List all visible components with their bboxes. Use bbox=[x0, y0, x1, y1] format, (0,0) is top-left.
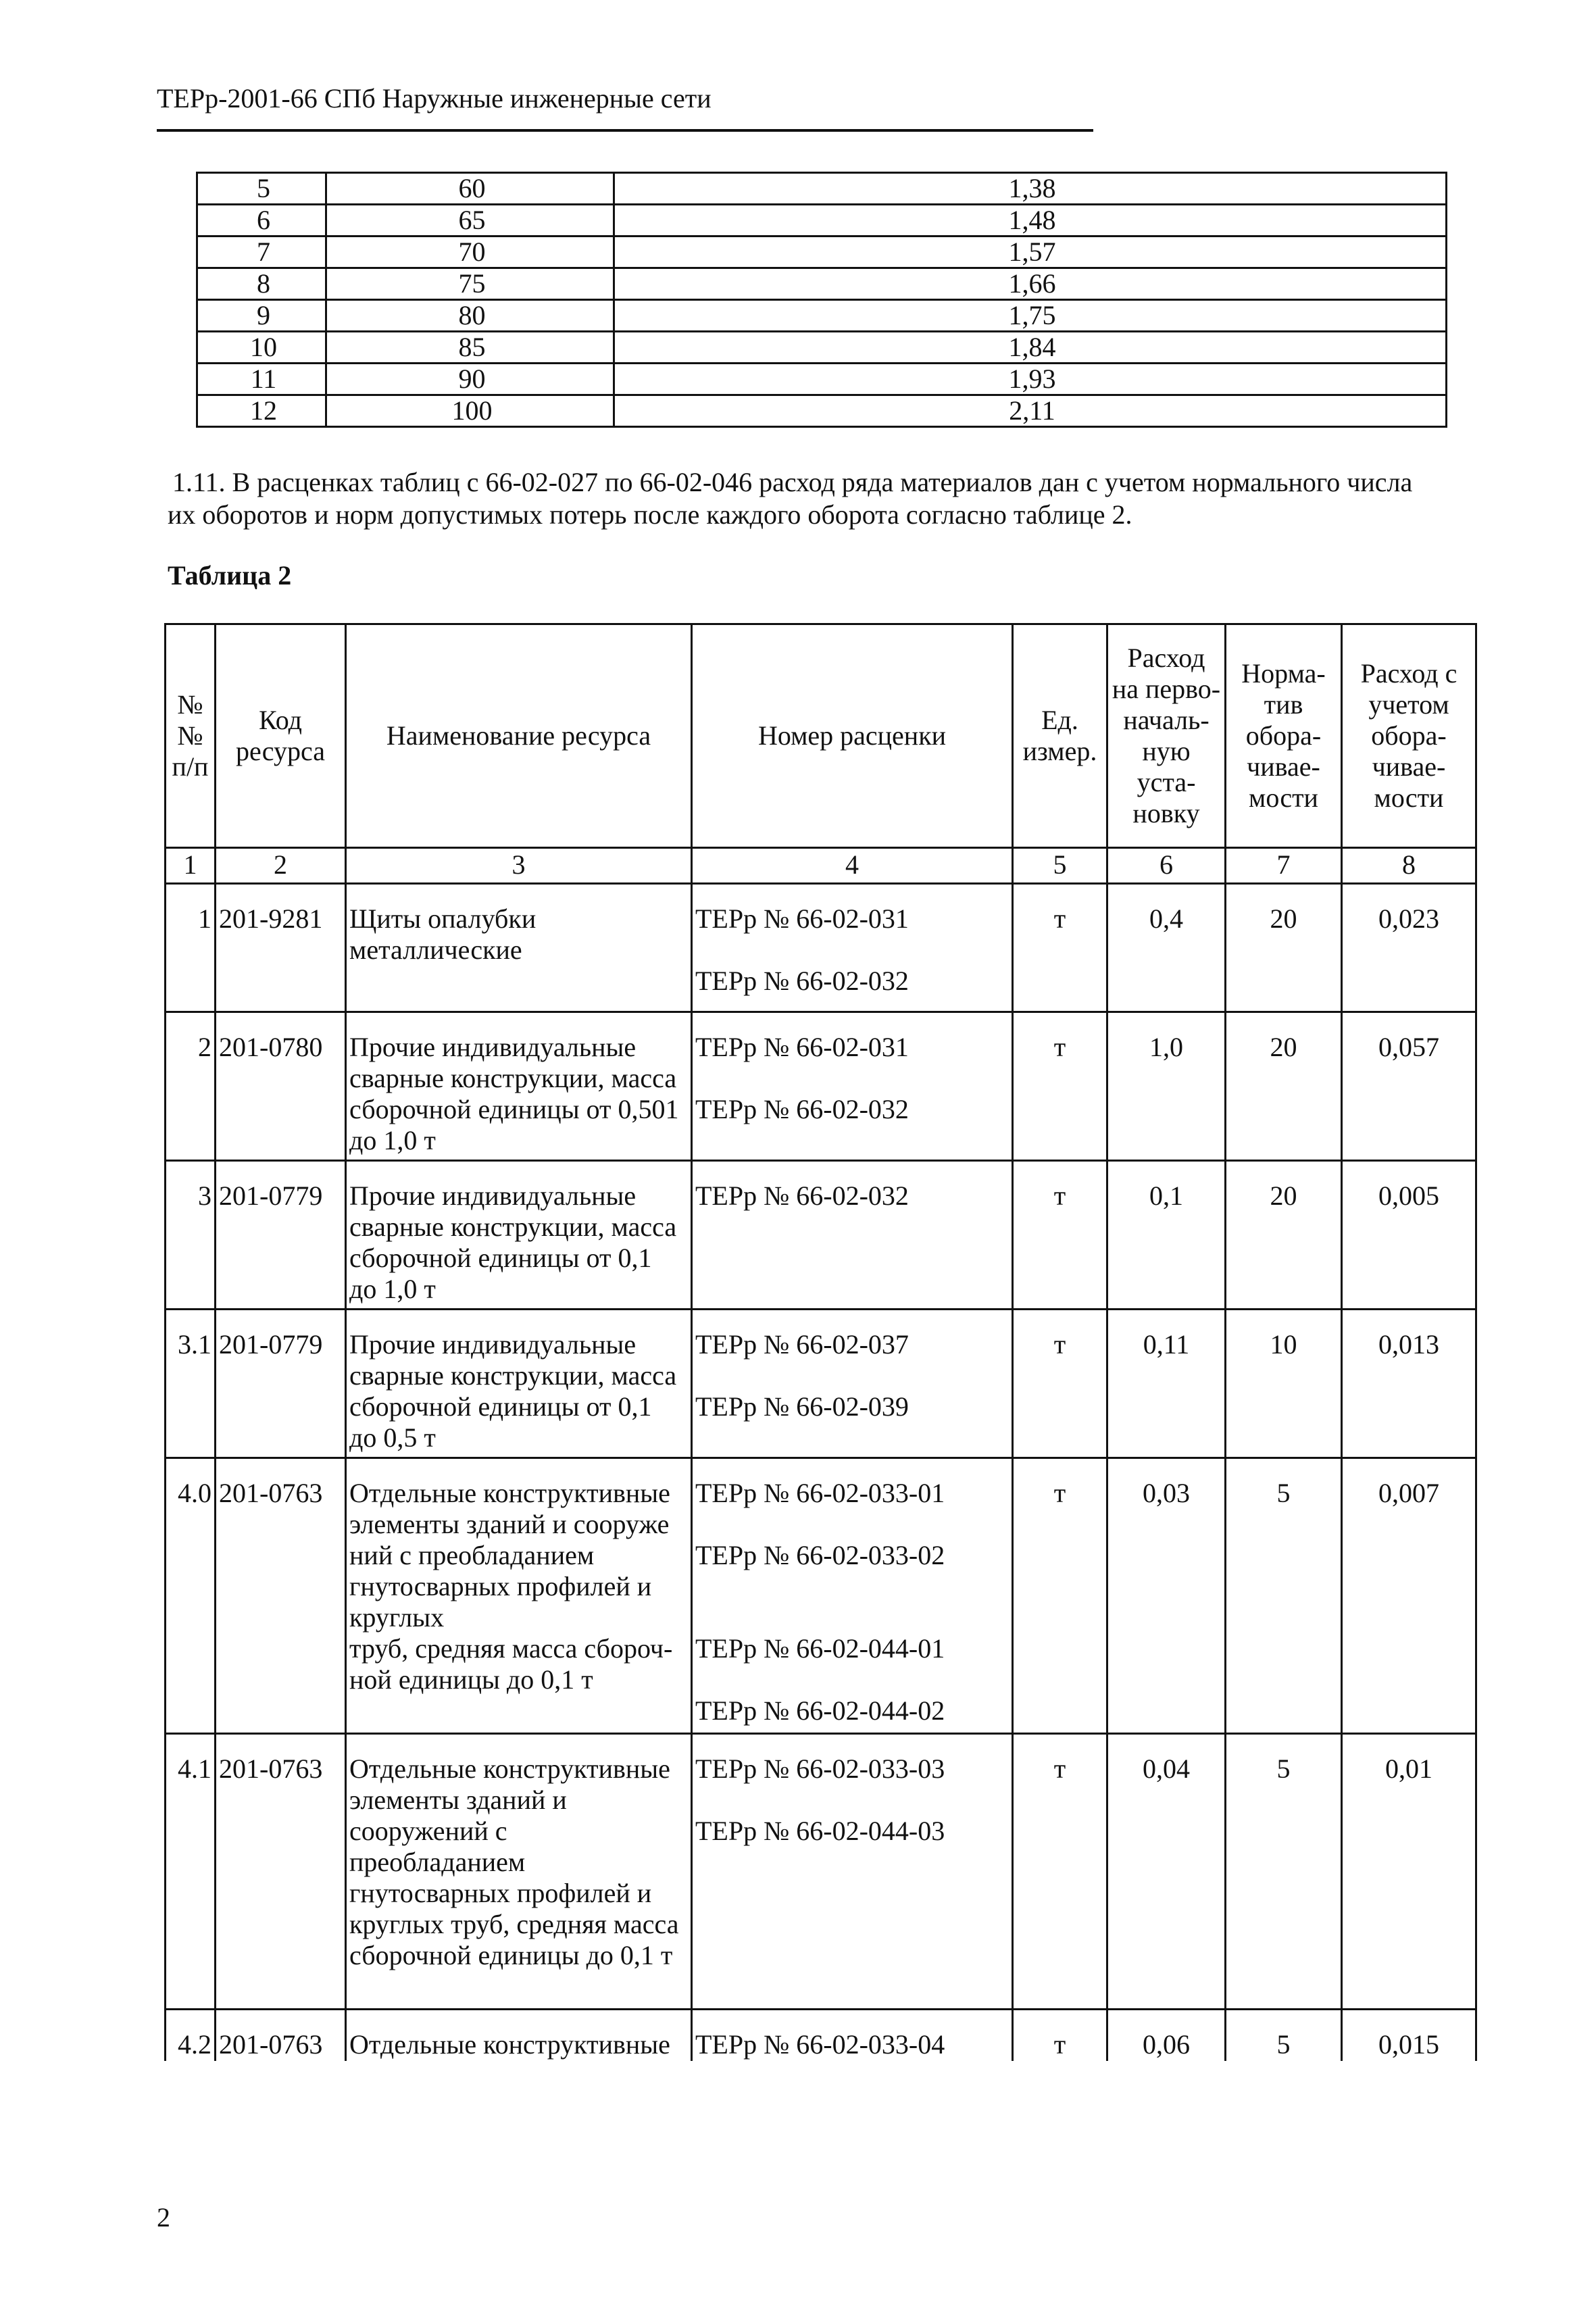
resource-code: 201-0780 bbox=[219, 1032, 323, 1062]
rate-number: ТЕРр № 66-02-031 bbox=[695, 903, 909, 934]
resource-name-cell bbox=[346, 1310, 692, 1458]
header-line: новку bbox=[1132, 798, 1200, 828]
coefficient-row bbox=[197, 268, 1447, 300]
turnover-norm-cell bbox=[1226, 2010, 1342, 2061]
unit-cell bbox=[1013, 1458, 1107, 1734]
resource-name-cell bbox=[346, 884, 692, 1012]
col-number: 1 bbox=[166, 848, 216, 884]
initial-consumption: 0,1 bbox=[1149, 1180, 1183, 1211]
unit-cell bbox=[1013, 1161, 1107, 1310]
rate-number: ТЕРр № 66-02-037 bbox=[695, 1329, 909, 1360]
initial-consumption-cell bbox=[1107, 1012, 1226, 1161]
total-consumption-cell bbox=[1342, 1012, 1476, 1161]
row-number-cell bbox=[166, 1734, 216, 2010]
turnover-norm-cell bbox=[1226, 1161, 1342, 1310]
total-consumption: 0,015 bbox=[1378, 2029, 1439, 2060]
resource-code-cell bbox=[216, 1734, 346, 2010]
header-line: Код bbox=[259, 705, 302, 735]
spacer bbox=[695, 1360, 1012, 1391]
header-line: тив bbox=[1264, 689, 1303, 720]
rate-number: ТЕРр № 66-02-044-03 bbox=[695, 1816, 945, 1846]
resource-name-line: сборочной единицы от 0,1 bbox=[349, 1391, 652, 1422]
unit: т bbox=[1053, 1753, 1066, 1784]
resource-name-line: Прочие индивидуальные bbox=[349, 1180, 637, 1211]
row-number-cell bbox=[166, 1458, 216, 1734]
row-number: 4.0 bbox=[178, 1478, 211, 1508]
paragraph-line-2: их оборотов и норм допустимых потерь после каждого оборота согласно таблице 2. bbox=[168, 499, 1132, 530]
coefficient-row bbox=[197, 205, 1447, 237]
header-line: № bbox=[177, 720, 203, 751]
value-cell: 80 bbox=[326, 300, 614, 332]
header-line: обора- bbox=[1245, 720, 1322, 751]
initial-consumption-cell bbox=[1107, 2010, 1226, 2061]
turnover-norm: 10 bbox=[1270, 1329, 1297, 1360]
row-number-cell bbox=[166, 1310, 216, 1458]
unit-cell bbox=[1013, 1310, 1107, 1458]
value-cell: 75 bbox=[326, 268, 614, 300]
rate-number-cell bbox=[692, 1458, 1013, 1734]
resource-code-cell bbox=[216, 2010, 346, 2061]
resource-name-line: гнутосварных профилей и bbox=[349, 1571, 652, 1601]
row-number: 4.1 bbox=[178, 1753, 211, 1784]
resource-name-line: сборочной единицы от 0,1 bbox=[349, 1243, 652, 1273]
total-consumption-cell bbox=[1342, 1458, 1476, 1734]
resource-name-line: ной единицы до 0,1 т bbox=[349, 1664, 593, 1695]
rate-number: ТЕРр № 66-02-031 bbox=[695, 1032, 909, 1062]
resource-name-line: Щиты опалубки bbox=[349, 903, 537, 934]
header-line: обора- bbox=[1371, 720, 1447, 751]
row-number: 3 bbox=[198, 1180, 211, 1211]
resource-name-line: сооружений с bbox=[349, 1816, 507, 1846]
header-initial bbox=[1107, 624, 1226, 848]
resource-name-line: элементы зданий и сооруже bbox=[349, 1509, 670, 1539]
resource-row bbox=[166, 1310, 1476, 1458]
value-cell: 85 bbox=[326, 332, 614, 364]
resource-table-body bbox=[166, 624, 1476, 2061]
resource-name-cell bbox=[346, 2010, 692, 2061]
coefficient-cell: 1,57 bbox=[614, 237, 1447, 268]
header-line: Расход bbox=[1127, 643, 1205, 673]
header-line: мости bbox=[1374, 782, 1444, 813]
resource-name-cell bbox=[346, 1734, 692, 2010]
resource-name-cell bbox=[346, 1458, 692, 1734]
spacer bbox=[695, 935, 1012, 966]
row-number: 4.2 bbox=[178, 2029, 211, 2060]
initial-consumption-cell bbox=[1107, 1310, 1226, 1458]
resource-table bbox=[164, 623, 1477, 2061]
row-index-cell: 5 bbox=[197, 173, 326, 205]
turnover-norm-cell bbox=[1226, 884, 1342, 1012]
unit: т bbox=[1053, 1329, 1066, 1360]
resource-code-cell bbox=[216, 1458, 346, 1734]
initial-consumption-cell bbox=[1107, 1458, 1226, 1734]
header-divider bbox=[157, 129, 1093, 132]
value-cell: 65 bbox=[326, 205, 614, 237]
unit: т bbox=[1053, 1032, 1066, 1062]
page-header-title: ТЕРр-2001-66 СПб Наружные инженерные сети bbox=[157, 83, 712, 114]
rate-number-cell bbox=[692, 2010, 1013, 2061]
unit: т bbox=[1053, 1180, 1066, 1211]
resource-name-line: Прочие индивидуальные bbox=[349, 1329, 637, 1360]
coefficient-cell: 1,84 bbox=[614, 332, 1447, 364]
resource-row bbox=[166, 1734, 1476, 2010]
resource-code-cell bbox=[216, 884, 346, 1012]
header-line: Ед. bbox=[1041, 705, 1078, 735]
resource-name-line: круглых bbox=[349, 1602, 445, 1633]
header-line: учетом bbox=[1368, 689, 1449, 720]
resource-name-line: до 1,0 т bbox=[349, 1274, 436, 1304]
resource-name-line: Отдельные конструктивные bbox=[349, 2029, 670, 2060]
coefficient-row bbox=[197, 364, 1447, 395]
resource-row bbox=[166, 1161, 1476, 1310]
unit-cell bbox=[1013, 884, 1107, 1012]
unit: т bbox=[1053, 2029, 1066, 2060]
unit-cell bbox=[1013, 2010, 1107, 2061]
rate-number: ТЕРр № 66-02-032 bbox=[695, 966, 909, 996]
turnover-norm: 20 bbox=[1270, 1032, 1297, 1062]
initial-consumption: 0,11 bbox=[1143, 1329, 1190, 1360]
total-consumption-cell bbox=[1342, 1734, 1476, 2010]
resource-name-cell bbox=[346, 1161, 692, 1310]
header-name: Наименование ресурса bbox=[346, 624, 692, 848]
spacer bbox=[695, 1664, 1012, 1695]
initial-consumption: 0,04 bbox=[1143, 1753, 1190, 1784]
rate-number: ТЕРр № 66-02-033-04 bbox=[695, 2029, 945, 2060]
rate-number-cell bbox=[692, 884, 1013, 1012]
resource-name-line: труб, средняя масса сбороч- bbox=[349, 1633, 673, 1664]
turnover-norm-cell bbox=[1226, 1458, 1342, 1734]
header-norm bbox=[1226, 624, 1342, 848]
col-number: 5 bbox=[1013, 848, 1107, 884]
value-cell: 60 bbox=[326, 173, 614, 205]
total-consumption-cell bbox=[1342, 1310, 1476, 1458]
rate-number-cell bbox=[692, 1012, 1013, 1161]
header-line: уста- bbox=[1137, 767, 1196, 797]
resource-code: 201-9281 bbox=[219, 903, 323, 934]
resource-name-line: сварные конструкции, масса bbox=[349, 1212, 677, 1242]
rate-number-cell bbox=[692, 1734, 1013, 2010]
resource-row bbox=[166, 884, 1476, 1012]
row-number: 1 bbox=[198, 903, 211, 934]
initial-consumption-cell bbox=[1107, 1734, 1226, 2010]
resource-name-line: сборочной единицы до 0,1 т bbox=[349, 1940, 673, 1970]
initial-consumption: 1,0 bbox=[1149, 1032, 1183, 1062]
value-cell: 70 bbox=[326, 237, 614, 268]
resource-code-cell bbox=[216, 1012, 346, 1161]
total-consumption-cell bbox=[1342, 1161, 1476, 1310]
header-line: Норма- bbox=[1241, 658, 1326, 689]
resource-name-line: сборочной единицы от 0,501 bbox=[349, 1094, 679, 1124]
header-line: на перво- bbox=[1112, 674, 1221, 704]
coefficient-cell: 2,11 bbox=[614, 395, 1447, 427]
resource-name-line: Прочие индивидуальные bbox=[349, 1032, 637, 1062]
header-rate: Номер расценки bbox=[692, 624, 1013, 848]
value-cell: 90 bbox=[326, 364, 614, 395]
rate-number-cell bbox=[692, 1310, 1013, 1458]
coefficient-row bbox=[197, 173, 1447, 205]
resource-code: 201-0763 bbox=[219, 1478, 323, 1508]
resource-name-line: Отдельные конструктивные bbox=[349, 1753, 670, 1784]
row-index-cell: 11 bbox=[197, 364, 326, 395]
total-consumption: 0,023 bbox=[1378, 903, 1439, 934]
coefficient-table-body bbox=[197, 173, 1447, 427]
header-line: ную bbox=[1142, 736, 1191, 766]
coefficient-cell: 1,75 bbox=[614, 300, 1447, 332]
header-line: чивае- bbox=[1372, 751, 1446, 782]
header-unit bbox=[1013, 624, 1107, 848]
resource-name-line: элементы зданий и bbox=[349, 1785, 567, 1815]
turnover-norm: 5 bbox=[1276, 1753, 1291, 1784]
row-number: 2 bbox=[198, 1032, 211, 1062]
row-index-cell: 7 bbox=[197, 237, 326, 268]
resource-row bbox=[166, 2010, 1476, 2061]
rate-number: ТЕРр № 66-02-033-03 bbox=[695, 1753, 945, 1784]
header-line: мости bbox=[1249, 782, 1318, 813]
initial-consumption-cell bbox=[1107, 884, 1226, 1012]
spacer bbox=[695, 1571, 1012, 1602]
resource-row bbox=[166, 1012, 1476, 1161]
col-number: 2 bbox=[216, 848, 346, 884]
total-consumption: 0,007 bbox=[1378, 1478, 1439, 1508]
rate-number-cell bbox=[692, 1161, 1013, 1310]
resource-name-line: ний с преобладанием bbox=[349, 1540, 595, 1570]
row-number-cell bbox=[166, 1161, 216, 1310]
header-line: измер. bbox=[1022, 736, 1097, 766]
spacer bbox=[695, 1509, 1012, 1540]
resource-name-line: гнутосварных профилей и bbox=[349, 1878, 652, 1908]
header-code bbox=[216, 624, 346, 848]
turnover-norm-cell bbox=[1226, 1734, 1342, 2010]
col-number: 6 bbox=[1107, 848, 1226, 884]
spacer bbox=[695, 1785, 1012, 1816]
value-cell: 100 bbox=[326, 395, 614, 427]
initial-consumption-cell bbox=[1107, 1161, 1226, 1310]
resource-name-line: преобладанием bbox=[349, 1847, 526, 1877]
col-number: 8 bbox=[1342, 848, 1476, 884]
paragraph-line-1: 1.11. В расценках таблиц с 66-02-027 по 66-02-046 расход ряда материалов дан с учетом нормального числа bbox=[172, 467, 1413, 497]
table-caption: Таблица 2 bbox=[168, 560, 292, 591]
coefficient-table bbox=[196, 172, 1447, 428]
resource-code-cell bbox=[216, 1310, 346, 1458]
total-consumption: 0,01 bbox=[1385, 1753, 1432, 1784]
header-line: п/п bbox=[172, 751, 209, 782]
header-line: началь- bbox=[1123, 705, 1210, 735]
resource-name-line: до 1,0 т bbox=[349, 1125, 436, 1155]
row-number-cell bbox=[166, 884, 216, 1012]
coefficient-row bbox=[197, 237, 1447, 268]
rate-number: ТЕРр № 66-02-044-02 bbox=[695, 1695, 945, 1726]
coefficient-cell: 1,66 bbox=[614, 268, 1447, 300]
row-index-cell: 8 bbox=[197, 268, 326, 300]
resource-name-line: Отдельные конструктивные bbox=[349, 1478, 670, 1508]
row-index-cell: 10 bbox=[197, 332, 326, 364]
header-row bbox=[166, 624, 1476, 848]
coefficient-cell: 1,48 bbox=[614, 205, 1447, 237]
resource-name-line: круглых труб, средняя масса bbox=[349, 1909, 679, 1939]
row-index-cell: 12 bbox=[197, 395, 326, 427]
resource-code: 201-0779 bbox=[219, 1180, 323, 1211]
header-line: ресурса bbox=[236, 736, 325, 766]
coefficient-row bbox=[197, 332, 1447, 364]
resource-name-cell bbox=[346, 1012, 692, 1161]
total-consumption-cell bbox=[1342, 884, 1476, 1012]
column-number-row bbox=[166, 848, 1476, 884]
unit: т bbox=[1053, 1478, 1066, 1508]
resource-code-cell bbox=[216, 1161, 346, 1310]
row-number-cell bbox=[166, 1012, 216, 1161]
total-consumption: 0,057 bbox=[1378, 1032, 1439, 1062]
turnover-norm: 5 bbox=[1276, 1478, 1291, 1508]
resource-row bbox=[166, 1458, 1476, 1734]
initial-consumption: 0,4 bbox=[1149, 903, 1183, 934]
coefficient-row bbox=[197, 395, 1447, 427]
total-consumption: 0,005 bbox=[1378, 1180, 1439, 1211]
spacer bbox=[695, 1602, 1012, 1633]
row-number: 3.1 bbox=[178, 1329, 211, 1360]
resource-code: 201-0763 bbox=[219, 1753, 323, 1784]
col-number: 7 bbox=[1226, 848, 1342, 884]
header-total bbox=[1342, 624, 1476, 848]
rate-number: ТЕРр № 66-02-039 bbox=[695, 1391, 909, 1422]
rate-number: ТЕРр № 66-02-044-01 bbox=[695, 1633, 945, 1664]
unit-cell bbox=[1013, 1012, 1107, 1161]
initial-consumption: 0,06 bbox=[1143, 2029, 1190, 2060]
rate-number: ТЕРр № 66-02-032 bbox=[695, 1180, 909, 1211]
unit: т bbox=[1053, 903, 1066, 934]
header-no bbox=[166, 624, 216, 848]
rate-number: ТЕРр № 66-02-033-02 bbox=[695, 1540, 945, 1570]
col-number: 3 bbox=[346, 848, 692, 884]
coefficient-cell: 1,38 bbox=[614, 173, 1447, 205]
turnover-norm-cell bbox=[1226, 1012, 1342, 1161]
resource-name-line: сварные конструкции, масса bbox=[349, 1360, 677, 1391]
rate-number: ТЕРр № 66-02-033-01 bbox=[695, 1478, 945, 1508]
resource-code: 201-0763 bbox=[219, 2029, 323, 2060]
row-number-cell bbox=[166, 2010, 216, 2061]
row-index-cell: 9 bbox=[197, 300, 326, 332]
header-line: № bbox=[177, 689, 203, 720]
header-line: чивае- bbox=[1247, 751, 1320, 782]
total-consumption: 0,013 bbox=[1378, 1329, 1439, 1360]
coefficient-cell: 1,93 bbox=[614, 364, 1447, 395]
resource-name-line: металлические bbox=[349, 935, 522, 965]
total-consumption-cell bbox=[1342, 2010, 1476, 2061]
header-line: Расход с bbox=[1360, 658, 1457, 689]
resource-code: 201-0779 bbox=[219, 1329, 323, 1360]
turnover-norm: 5 bbox=[1276, 2029, 1291, 2060]
resource-name-line: сварные конструкции, масса bbox=[349, 1063, 677, 1093]
col-number: 4 bbox=[692, 848, 1013, 884]
spacer bbox=[695, 1063, 1012, 1094]
turnover-norm-cell bbox=[1226, 1310, 1342, 1458]
initial-consumption: 0,03 bbox=[1143, 1478, 1190, 1508]
row-index-cell: 6 bbox=[197, 205, 326, 237]
unit-cell bbox=[1013, 1734, 1107, 2010]
coefficient-row bbox=[197, 300, 1447, 332]
resource-name-line: до 0,5 т bbox=[349, 1422, 436, 1453]
rate-number: ТЕРр № 66-02-032 bbox=[695, 1094, 909, 1124]
page-number: 2 bbox=[157, 2202, 170, 2233]
turnover-norm: 20 bbox=[1270, 1180, 1297, 1211]
turnover-norm: 20 bbox=[1270, 903, 1297, 934]
